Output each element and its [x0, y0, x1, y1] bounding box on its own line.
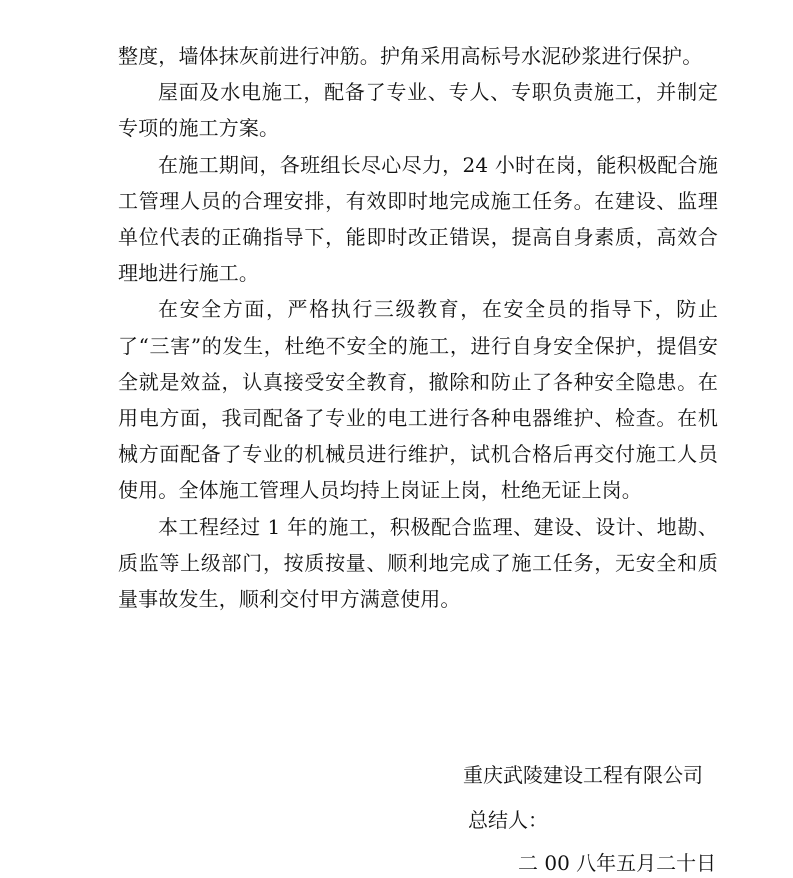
author-label: 总结人： [468, 808, 548, 832]
paragraph-continuation: 整度，墙体抹灰前进行冲筋。护角采用高标号水泥砂浆进行保护。 [118, 44, 703, 68]
paragraph-summary: 本工程经过 1 年的施工，积极配合监理、建设、设计、地勘、质监等上级部门，按质按量、顺利地完成了施工任务，无安全和质量事故发生，顺利交付甲方满意使用。 [118, 514, 718, 612]
paragraph-safety: 在安全方面，严格执行三级教育，在安全员的指导下，防止了“三害”的发生，杜绝不安全的施工，进行自身安全保护，提倡安全就是效益，认真接受安全教育，撤除和防止了各种安全隐患。在用电方面，我司配备了专业的电工进行各种电器维护、检查。在机械方面配备了专业的机械员进行维护，试机合格后再交付施工人员使用。全体施工管理人员均持上岗证上岗，杜绝无证上岗。 [118, 297, 718, 503]
paragraph-roofing-electrical: 屋面及水电施工，配备了专业、专人、专职负责施工，并制定专项的施工方案。 [118, 80, 718, 141]
company-name: 重庆武陵建设工程有限公司 [463, 763, 703, 787]
paragraph-construction-period: 在施工期间，各班组长尽心尽力，24 小时在岗，能积极配合施工管理人员的合理安排，有效即时地完成施工任务。在建设、监理单位代表的正确指导下，能即时改正错误，提高自身素质，高效合理地进行施工。 [118, 152, 718, 286]
document-date: 二 00 八年五月二十日 [518, 851, 717, 875]
